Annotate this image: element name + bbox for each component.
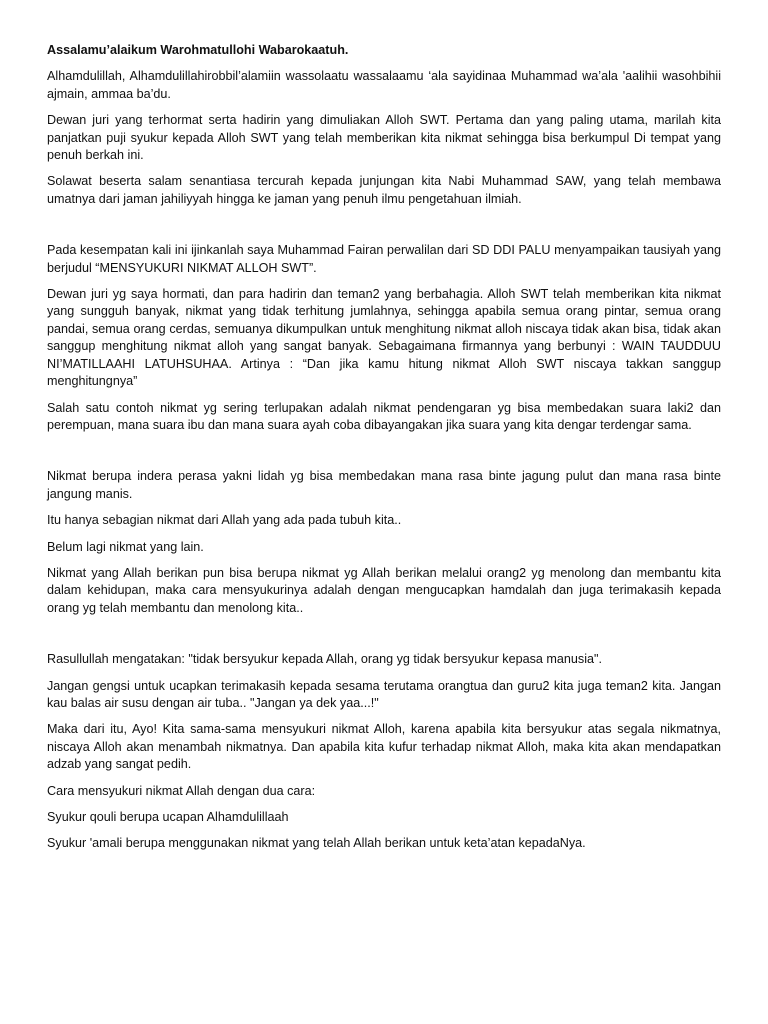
- paragraph-taste-example: Nikmat berupa indera perasa yakni lidah yg bisa membedakan mana rasa binte jagung pulut dan mana rasa binte jangung manis.: [47, 469, 721, 501]
- paragraph-syukur-qouli: Syukur qouli berupa ucapan Alhamdulillaah: [47, 810, 289, 824]
- paragraph-hearing-example: Salah satu contoh nikmat yg sering terlupakan adalah nikmat pendengaran yg bisa membedakan suara laki2 dan perempuan, mana suara ibu dan mana suara ayah coba dibayangakan jika suara yang kita dengar terdengar sama.: [47, 400, 721, 432]
- paragraph-syukur-amali: Syukur 'amali berupa menggunakan nikmat yang telah Allah berikan untuk keta’atan kepadaNya.: [47, 836, 586, 851]
- paragraph-say-thanks: Jangan gengsi untuk ucapkan terimakasih kepada sesama terutama orangtua dan guru2 kita juga teman2 kita. Jangan kau balas air susu dengan air tuba.. "Jangan ya dek yaa...!": [47, 678, 721, 710]
- document-page: [47, 42, 721, 862]
- paragraph-countless-blessings: Dewan juri yg saya hormati, dan para hadirin dan teman2 yang berbahagia. Alloh SWT telah memberikan kita nikmat yang sungguh banyak, nikmat yang tidak terhitung jumlahnya, sehingga apabila semua orang pintar, semua orang pandai, semua orang cerdas, semuanya dikumpulkan untuk menghitung nikmat alloh niscaya tidak akan bisa, tidak akan sanggup menghitung nikmat alloh yang sangat banyak. Sebagaimana firmannya yang berbunyi : WAIN TAUDDUU NI’MATILLAAHI LATUHSUHAA. Artinya : “Dan jika kamu hitung nikmat Alloh SWT niscaya takkan sanggup menghitungnya”: [47, 287, 721, 389]
- paragraph-help-from-others: Nikmat yang Allah berikan pun bisa berupa nikmat yg Allah berikan melalui orang2 yg menolong dan membantu kita dalam kehidupan, maka cara mensyukurinya adalah dengan mengucapkan hamdalah dan juga terimakasih kepada orang yg telah membantu dan menolong kita..: [47, 565, 721, 615]
- paragraph-two-ways-intro: Cara mensyukuri nikmat Allah dengan dua cara:: [47, 783, 316, 798]
- paragraph-call-to-gratitude: Maka dari itu, Ayo! Kita sama-sama mensyukuri nikmat Alloh, karena apabila kita bersyukur atas segala nikmatnya, niscaya Alloh akan menambah nikmatnya. Dan apabila kita kufur terhadap nikmat Alloh, maka kita akan mendapatkan adzab yang sangat pedih.: [47, 722, 721, 772]
- paragraph-opening-praise: Alhamdulillah, Alhamdulillahirobbil’alamiin wassolaatu wassalaamu ‘ala sayidinaa Muhammad wa’ala 'aalihii wasohbihii ajmain, ammaa ba’du.: [47, 69, 721, 101]
- paragraph-address-jury: Dewan juri yang terhormat serta hadirin yang dimuliakan Alloh SWT. Pertama dan yang paling utama, marilah kita panjatkan puji syukur kepada Alloh SWT yang telah memberikan kita nikmat sehingga bisa berkumpul Di tempat yang penuh berkah ini.: [47, 113, 721, 163]
- paragraph-solawat: Solawat beserta salam senantiasa tercurah kepada junjungan kita Nabi Muhammad SAW, yang telah membawa umatnya dari jaman jahiliyyah hingga ke jaman yang penuh ilmu pengetahuan ilmiah.: [47, 174, 721, 206]
- greeting-heading: Assalamu’alaikum Warohmatullohi Wabarokaatuh.: [47, 43, 349, 57]
- paragraph-body-blessings: Itu hanya sebagian nikmat dari Allah yang ada pada tubuh kita..: [47, 513, 402, 528]
- paragraph-introduction: Pada kesempatan kali ini ijinkanlah saya Muhammad Fairan perwalilan dari SD DDI PALU menyampaikan tausiyah yang berjudul “MENSYUKURI NIKMAT ALLOH SWT”.: [47, 243, 721, 275]
- paragraph-other-blessings: Belum lagi nikmat yang lain.: [47, 539, 204, 554]
- paragraph-hadith-quote: Rasullullah mengatakan: "tidak bersyukur kepada Allah, orang yg tidak bersyukur kepasa manusia".: [47, 652, 602, 667]
